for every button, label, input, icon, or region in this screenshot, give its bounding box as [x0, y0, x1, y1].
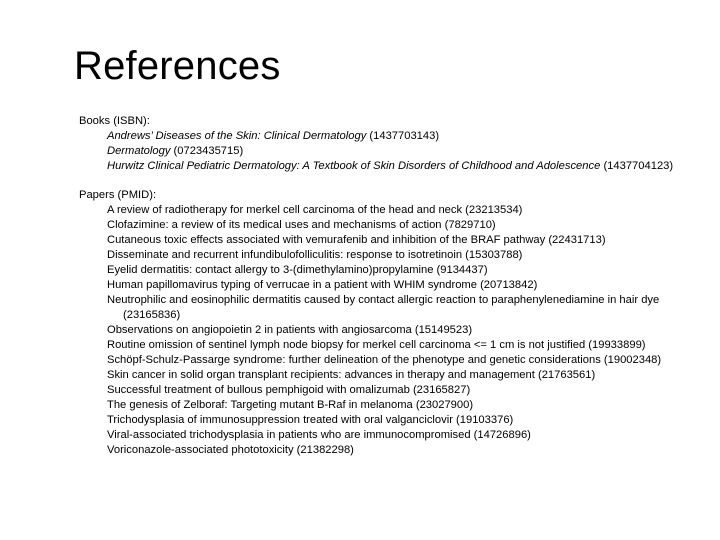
section-spacer: [79, 174, 704, 188]
book-title: Dermatology: [107, 145, 171, 157]
paper-item: Viral-associated trichodysplasia in patients who are immunocompromised (14726896): [107, 429, 531, 441]
book-isbn: (1437704123): [603, 160, 674, 172]
paper-item: Observations on angiopoietin 2 in patients with angiosarcoma (15149523): [107, 324, 473, 336]
paper-item: Routine omission of sentinel lymph node biopsy for merkel cell carcinoma <= 1 cm is not justified (19933899): [107, 339, 646, 351]
paper-item: The genesis of Zelboraf: Targeting mutant B-Raf in melanoma (23027900): [107, 399, 474, 411]
book-title: Andrews’ Diseases of the Skin: Clinical Dermatology: [107, 130, 367, 142]
book-item: [79, 144, 704, 159]
slide-title: References: [74, 44, 281, 88]
paper-item: Skin cancer in solid organ transplant recipients: advances in therapy and management (21763561): [107, 369, 596, 381]
paper-item: Clofazimine: a review of its medical uses and mechanisms of action (7829710): [107, 219, 496, 231]
papers-heading: Papers (PMID):: [79, 189, 157, 201]
book-item: [79, 159, 704, 174]
book-isbn: (1437703143): [369, 130, 440, 142]
papers-list: [79, 203, 704, 458]
paper-item: Voriconazole-associated phototoxicity (21382298): [107, 444, 354, 456]
book-isbn: (0723435715): [173, 145, 244, 157]
paper-item: Human papillomavirus typing of verrucae in a patient with WHIM syndrome (20713842): [107, 279, 538, 291]
references-content: [79, 114, 704, 458]
books-list: [79, 129, 704, 174]
paper-item: Neutrophilic and eosinophilic dermatitis caused by contact allergic reaction to paraphenylenediamine in hair dye (23165836): [107, 294, 660, 321]
book-title: Hurwitz Clinical Pediatric Dermatology: A Textbook of Skin Disorders of Childhood and Adolescence: [107, 160, 601, 172]
paper-item: A review of radiotherapy for merkel cell carcinoma of the head and neck (23213534): [107, 204, 523, 216]
paper-item: Trichodysplasia of immunosuppression treated with oral valganciclovir (19103376): [107, 414, 514, 426]
paper-item: Schöpf-Schulz-Passarge syndrome: further delineation of the phenotype and genetic considerations (19002348): [107, 354, 662, 366]
paper-item: Disseminate and recurrent infundibulofolliculitis: response to isotretinoin (15303788): [107, 249, 523, 261]
books-heading: Books (ISBN):: [79, 115, 150, 127]
book-item: [79, 129, 704, 144]
paper-item: Successful treatment of bullous pemphigoid with omalizumab (23165827): [107, 384, 471, 396]
paper-item: Eyelid dermatitis: contact allergy to 3-(dimethylamino)propylamine (9134437): [107, 264, 488, 276]
paper-item: Cutaneous toxic effects associated with vemurafenib and inhibition of the BRAF pathway (22431713): [107, 234, 606, 246]
